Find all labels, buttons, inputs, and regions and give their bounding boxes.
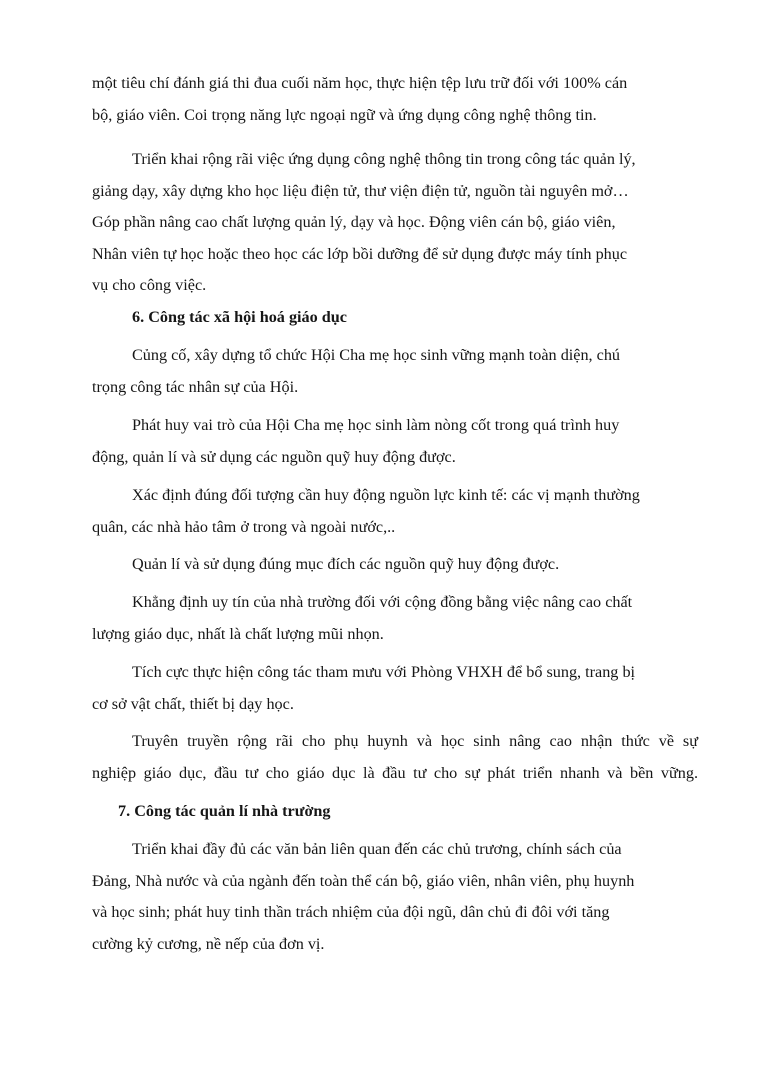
- paragraph: [92, 68, 698, 131]
- text-line: Củng cố, xây dựng tổ chức Hội Cha mẹ học sinh vững mạnh toàn diện, chú: [132, 346, 621, 364]
- section-heading-6: 6. Công tác xã hội hoá giáo dục: [132, 308, 347, 326]
- paragraph: [92, 587, 698, 650]
- paragraph: [92, 549, 698, 581]
- text-line: Xác định đúng đối tượng cần huy động nguồn lực kinh tế: các vị mạnh thường: [132, 486, 640, 504]
- text-line: động, quản lí và sử dụng các nguồn quỹ huy động được.: [92, 447, 456, 466]
- text-line: quân, các nhà hảo tâm ở trong và ngoài nước,..: [92, 517, 396, 536]
- text-line: Triển khai đầy đủ các văn bản liên quan đến các chủ trương, chính sách của: [132, 840, 622, 858]
- text-line: lượng giáo dục, nhất là chất lượng mũi nhọn.: [92, 624, 384, 643]
- text-line: Phát huy vai trò của Hội Cha mẹ học sinh làm nòng cốt trong quá trình huy: [132, 416, 620, 434]
- text-line: Tích cực thực hiện công tác tham mưu với Phòng VHXH để bổ sung, trang bị: [132, 663, 636, 681]
- text-line: một tiêu chí đánh giá thi đua cuối năm học, thực hiện tệp lưu trữ đối với 100% cán: [92, 74, 628, 92]
- text-line: cường kỷ cương, nề nếp của đơn vị.: [92, 934, 325, 953]
- section-heading-7: 7. Công tác quản lí nhà trường: [118, 802, 331, 820]
- paragraph: [92, 410, 698, 473]
- text-line: Khẳng định uy tín của nhà trường đối với cộng đồng bằng việc nâng cao chất: [132, 593, 633, 611]
- text-line: bộ, giáo viên. Coi trọng năng lực ngoại ngữ và ứng dụng công nghệ thông tin.: [92, 105, 597, 124]
- text-line: Nhân viên tự học hoặc theo học các lớp bồi dưỡng để sử dụng được máy tính phục: [92, 244, 628, 263]
- text-line: nghiệp giáo dục, đầu tư cho giáo dục là đầu tư cho sự phát triển nhanh và bền vững.: [92, 763, 698, 782]
- text-line: Truyên truyền rộng rãi cho phụ huynh và học sinh nâng cao nhận thức về sự: [132, 732, 698, 750]
- text-line: Triển khai rộng rãi việc ứng dụng công nghệ thông tin trong công tác quản lý,: [132, 150, 636, 168]
- text-line: Đảng, Nhà nước và của ngành đến toàn thể cán bộ, giáo viên, nhân viên, phụ huynh: [92, 871, 635, 890]
- paragraph: [92, 834, 698, 960]
- text-line: và học sinh; phát huy tinh thần trách nhiệm của đội ngũ, dân chủ đi đôi với tăng: [92, 903, 610, 922]
- paragraph: [92, 144, 698, 302]
- paragraph: [92, 726, 698, 789]
- paragraph: [92, 340, 698, 403]
- paragraph: [92, 480, 698, 543]
- text-line: giảng dạy, xây dựng kho học liệu điện tử, thư viện điện tử, nguồn tài nguyên mở…: [92, 181, 629, 200]
- text-line: cơ sở vật chất, thiết bị dạy học.: [92, 694, 294, 713]
- text-line: Góp phần nâng cao chất lượng quản lý, dạy và học. Động viên cán bộ, giáo viên,: [92, 213, 616, 232]
- text-line: Quản lí và sử dụng đúng mục đích các nguồn quỹ huy động được.: [132, 555, 560, 573]
- text-line: trọng công tác nhân sự của Hội.: [92, 377, 299, 396]
- paragraph: [92, 657, 698, 720]
- text-line: vụ cho công việc.: [92, 276, 207, 295]
